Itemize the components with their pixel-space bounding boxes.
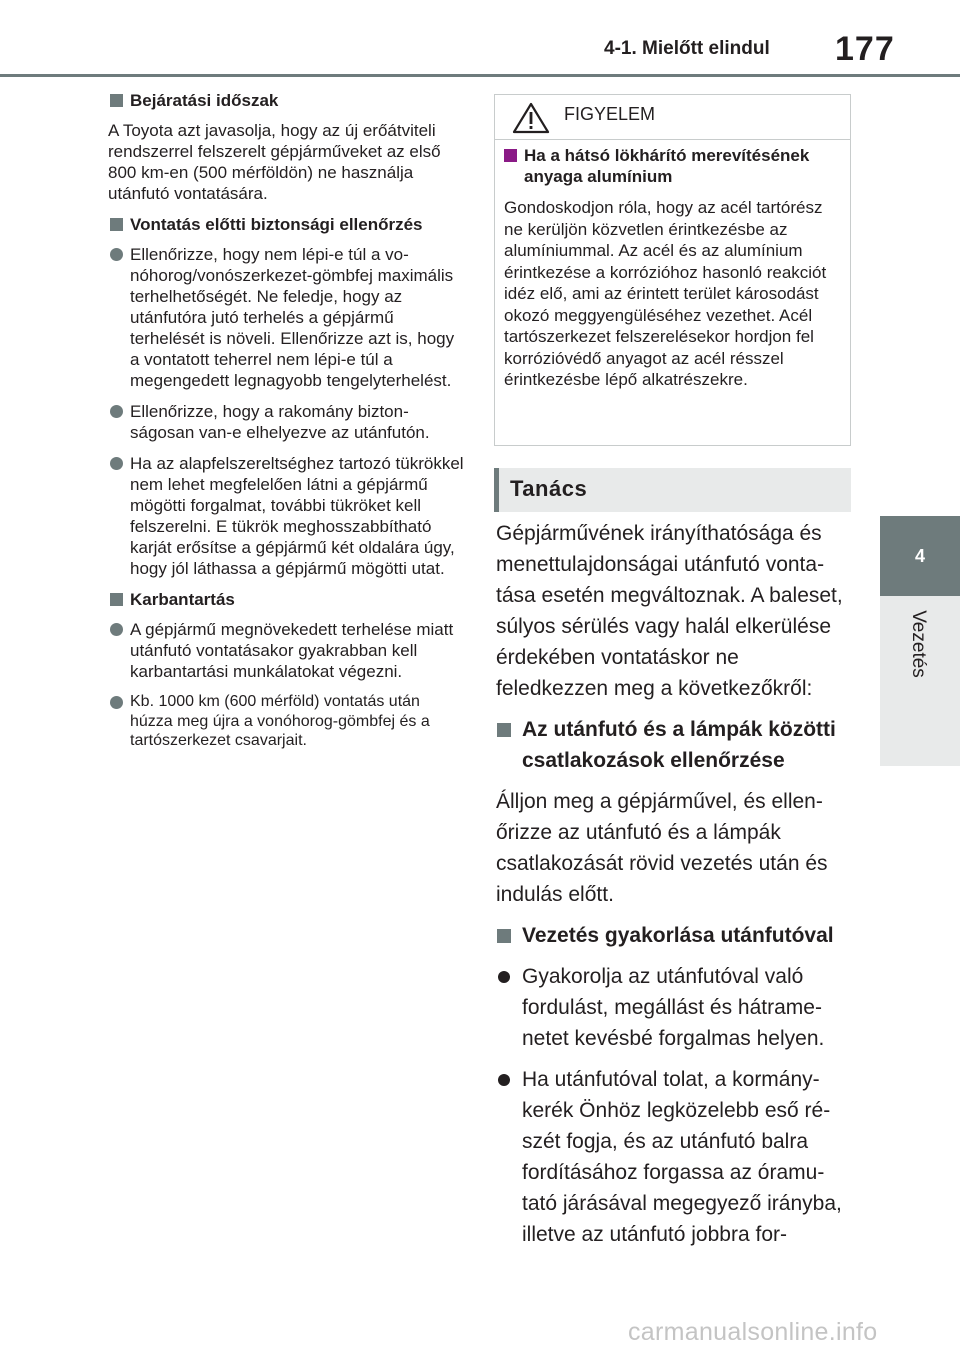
connections-heading — [496, 714, 846, 776]
warning-text: Gondoskodjon róla, hogy az acél tartórész ne kerüljön közvetlen érintkezésbe az alumíniummal. Az acél és az alumínium érintkezése a korrózióhoz hasonló reakciót idéz elő, ami az érintett terület károsodást okozó meggyengüléséhez vezethet. Acél tartószerkezet felszerelésekor hordjon fel korrózióvédő anyagot az acél résszel érintkezésbe lépő alkatrészekre. — [504, 198, 827, 389]
practice-heading — [496, 920, 846, 951]
warning-body — [504, 145, 840, 391]
round-bullet-icon — [110, 248, 123, 261]
list-item-text: Gyakorolja az utánfutóval való fordulást, megállást és hátramenetet kevésbé forgalmas helyen. — [522, 965, 825, 1050]
round-bullet-icon — [110, 696, 123, 709]
round-bullet-icon — [110, 457, 123, 470]
break-in-heading-text: Bejáratási időszak — [130, 91, 279, 110]
square-bullet-icon — [504, 149, 517, 162]
round-bullet-icon — [110, 623, 123, 636]
page-number: 177 — [835, 30, 895, 68]
break-in-text: A Toyota azt javasolja, hogy az új erőátviteli rendszerrel felszerelt gépjárműveket az első 800 km-en (500 mérföldön) ne használja utánfutó vontatására. — [108, 121, 441, 203]
list-item — [108, 401, 466, 443]
square-bullet-icon — [110, 218, 123, 231]
round-bullet-icon — [498, 971, 510, 983]
warning-title: FIGYELEM — [564, 104, 656, 124]
safety-heading-text: Vontatás előtti biztonsági ellenőrzés — [130, 215, 423, 234]
round-bullet-icon — [498, 1074, 510, 1086]
watermark: carmanualsonline.info — [628, 1318, 878, 1346]
right-column — [496, 518, 846, 1260]
tip-accent-bar — [494, 468, 499, 512]
warning-box — [494, 94, 851, 446]
warning-heading-text: Ha a hátsó lökhárító merevítésének anyaga alumínium — [524, 146, 810, 186]
list-item-text: Ellenőrizze, hogy nem lépi-e túl a vonóhorog/vonószerkezet-gömbfej maximális terhelhetőségét. Ne feledje, hogy az utánfutóra jutó terhelés a gépjármű terhelését is növeli. Ellenőrizze azt is, hogy a vontatott teherrel nem lépi-e túl a megengedett legnagyobb tengelyterhelést. — [130, 245, 455, 390]
maintenance-heading — [108, 589, 466, 611]
section-title: 4-1. Mielőtt elindul — [604, 38, 770, 59]
connections-text: Álljon meg a gépjárművel, és ellenőrizze az utánfutó és a lámpák csatlakozását rövid vezetés után és indulás előtt. — [496, 790, 828, 906]
square-bullet-icon — [110, 94, 123, 107]
list-item-text: Ha az alapfelszereltséghez tartozó tükrökkel nem lehet megfelelően látni a gépjármű mögötti forgalmat, további tükröket kell felszerelni. E tükrök meghosszabbítható karját erősítse a gépjármű két oldalára úgy, hogy jól láthassa a gépjármű mögötti utat. — [130, 454, 464, 578]
practice-heading-text: Vezetés gyakorlása utánfutóval — [522, 924, 834, 947]
intro-text: Gépjárművének irányíthatósága és menettulajdonságai utánfutó vontatása esetén megváltoznak. A baleset, súlyos sérülés vagy halál elkerülése érdekében vontatáskor ne feledkezzen meg a következőkről: — [496, 522, 843, 700]
list-item-text: Ellenőrizze, hogy a rakomány biztonságosan van-e elhelyezve az utánfutón. — [130, 402, 430, 442]
break-in-heading — [108, 90, 466, 112]
left-column — [108, 90, 466, 761]
safety-heading — [108, 214, 466, 236]
list-item — [108, 619, 466, 682]
tip-box — [494, 468, 851, 512]
list-item-text: Kb. 1000 km (600 mérföld) vontatás után húzza meg újra a vonóhorog-gömbfej és a tartószerkezet csavarjait. — [130, 693, 430, 749]
tip-title: Tanács — [510, 476, 588, 501]
warning-triangle-icon — [511, 101, 551, 135]
header-rule — [0, 74, 960, 77]
list-item — [496, 1064, 846, 1250]
warning-heading — [504, 145, 840, 187]
list-item — [108, 692, 466, 751]
list-item-text: A gépjármű megnövekedett terhelése miatt utánfutó vontatásakor gyakrabban kell karbantartási munkálatokat végezni. — [130, 620, 454, 681]
warning-header — [495, 95, 850, 140]
square-bullet-icon — [110, 593, 123, 606]
chapter-title: Vezetés — [908, 610, 929, 678]
list-item — [108, 244, 466, 391]
maintenance-heading-text: Karbantartás — [130, 590, 235, 609]
list-item-text: Ha utánfutóval tolat, a kormánykerék Önhöz legközelebb eső részét fogja, és az utánfutó balra fordításához forgassa az óramutató járásával megegyező irányba, illetve az utánfutó jobbra for- — [522, 1068, 842, 1246]
square-bullet-icon — [497, 723, 511, 737]
square-bullet-icon — [497, 929, 511, 943]
chapter-number-tab: 4 — [880, 516, 960, 596]
round-bullet-icon — [110, 405, 123, 418]
list-item — [108, 453, 466, 579]
list-item — [496, 961, 846, 1054]
connections-heading-text: Az utánfutó és a lámpák közötti csatlakozások ellenőrzése — [522, 718, 836, 772]
